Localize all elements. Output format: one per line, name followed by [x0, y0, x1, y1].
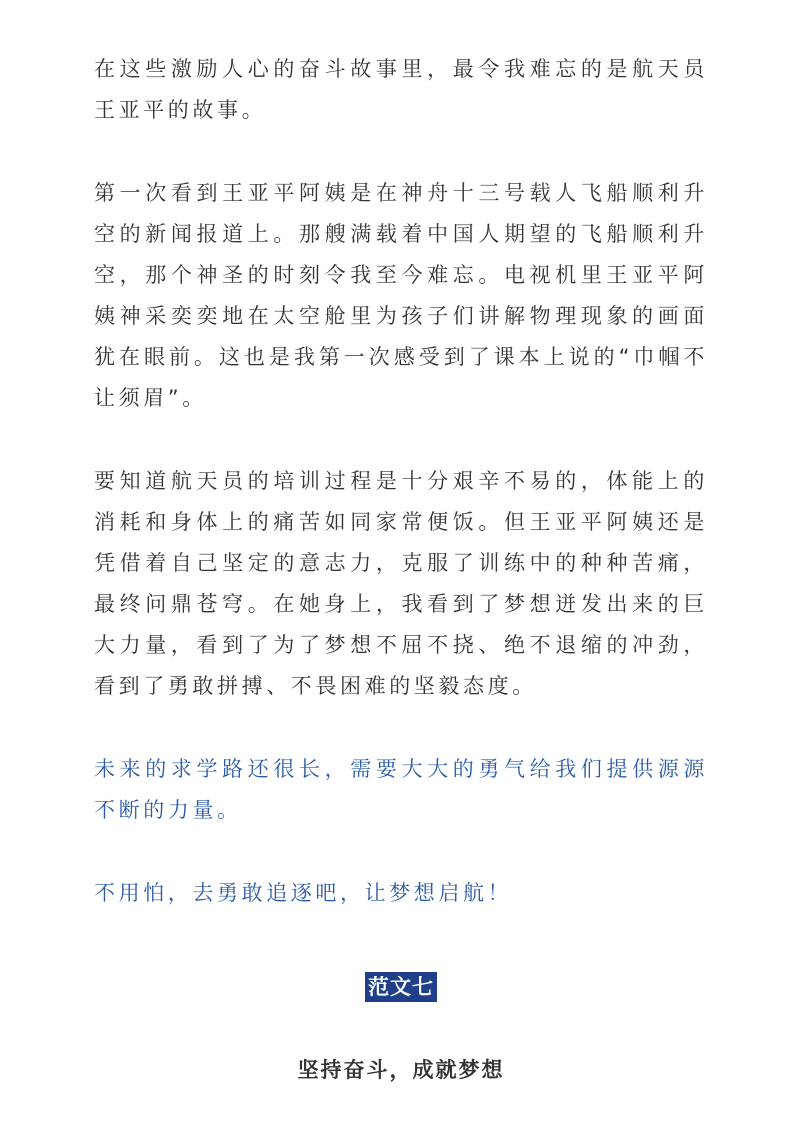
essay-title: 坚持奋斗，成就梦想: [297, 1058, 505, 1082]
paragraph-training: 要知道航天员的培训过程是十分艰辛不易的，体能上的消耗和身体上的痛苦如同家常便饭。但王亚平阿姨还是凭借着自己坚定的意志力，克服了训练中的种种苦痛，最终问鼎苍穹。在她身上，我看到了梦想迸发出来的巨大力量，看到了为了梦想不屈不挠、绝不退缩的冲劲，看到了勇敢拼搏、不畏困难的坚毅态度。: [94, 469, 708, 698]
document-page: [94, 49, 708, 1084]
paragraph-intro: 在这些激励人心的奋斗故事里，最令我难忘的是航天员王亚平的故事。: [94, 57, 708, 122]
paragraph-first-sight: 第一次看到王亚平阿姨是在神舟十三号载人飞船顺利升空的新闻报道上。那艘满载着中国人期望的飞船顺利升空，那个神圣的时刻令我至今难忘。电视机里王亚平阿姨神采奕奕地在太空舱里为孩子们讲解物理现象的画面犹在眼前。这也是我第一次感受到了课本上说的“巾帼不让须眉”。: [94, 181, 708, 410]
paragraph-future: 未来的求学路还很长，需要大大的勇气给我们提供源源不断的力量。: [94, 757, 708, 822]
section-label: 范文七: [365, 972, 437, 1002]
section-label-row: [94, 972, 708, 1002]
paragraph-closing: 不用怕，去勇敢追逐吧，让梦想启航！: [94, 881, 513, 905]
